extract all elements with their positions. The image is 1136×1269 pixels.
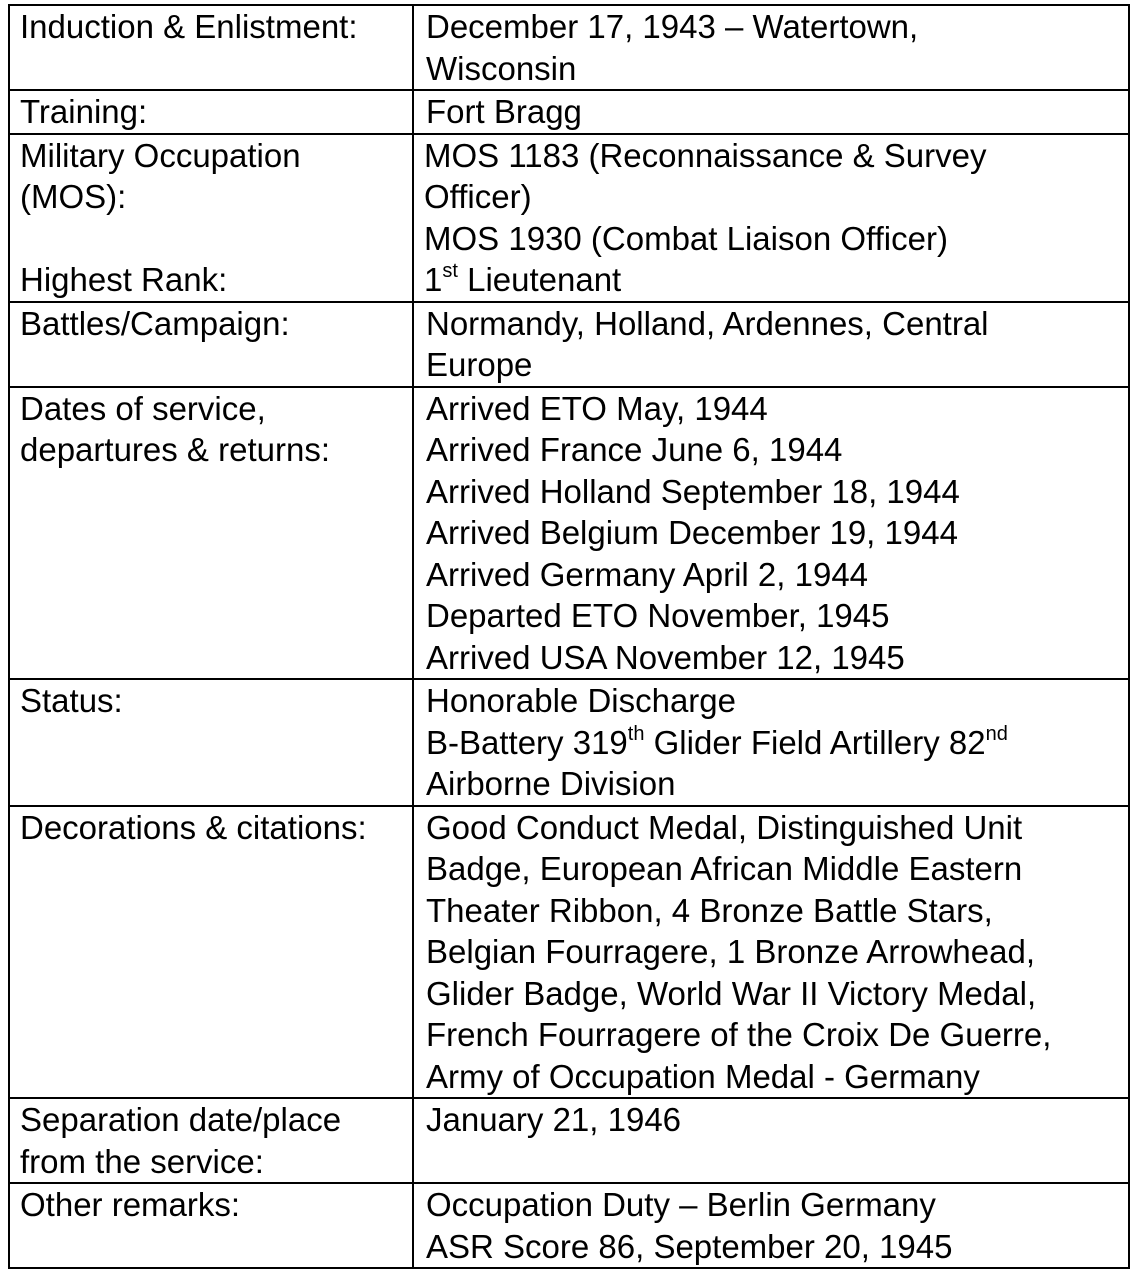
value-line: Arrived Germany April 2, 1944 (426, 555, 869, 593)
value-line: Army of Occupation Medal - Germany (426, 1057, 980, 1095)
value-line: Airborne Division (426, 765, 676, 802)
label-cell-status (9, 679, 413, 806)
label-cell-induction-enlistment (9, 5, 413, 90)
value-line: Arrived Belgium December 19, 1944 (426, 514, 958, 551)
value-line: Arrived USA November 12, 1945 (426, 638, 905, 676)
label-cell-military-occupation-rank (9, 134, 413, 302)
superscript-text: th (627, 722, 645, 745)
value-cell-induction-enlistment (413, 5, 1129, 90)
value-line: Arrived France June 6, 1944 (426, 431, 843, 468)
label-cell-dates-of-service (9, 387, 413, 680)
value-line: Normandy, Holland, Ardennes, Central (426, 304, 989, 342)
value-line: Glider Badge, World War II Victory Medal, (426, 974, 1037, 1012)
label-line: Separation date/place (20, 1101, 342, 1138)
label-line: Training: (20, 93, 148, 130)
label-cell-battles-campaign (9, 302, 413, 387)
value-line: Arrived Holland September 18, 1944 (426, 472, 960, 510)
label-cell-decorations-citations (9, 806, 413, 1099)
value-cell-decorations-citations (413, 806, 1129, 1099)
value-line: MOS 1183 (Reconnaissance & Survey (424, 136, 987, 174)
label-line: Battles/Campaign: (20, 304, 290, 342)
value-line: Fort Bragg (426, 93, 582, 130)
table-row-other-remarks (9, 1183, 1129, 1268)
value-line: Theater Ribbon, 4 Bronze Battle Stars, (426, 891, 993, 929)
label-line: Dates of service, (20, 389, 266, 427)
label-line: Highest Rank: (20, 261, 228, 298)
label-line: departures & returns: (20, 431, 330, 468)
table-row-status (9, 679, 1129, 806)
table-row-battles-campaign (9, 302, 1129, 387)
service-record-table (8, 4, 1130, 1269)
label-line (20, 218, 406, 260)
value-text: B-Battery 319 (426, 723, 628, 761)
superscript-text: st (442, 260, 458, 282)
value-line: Departed ETO November, 1945 (426, 597, 890, 634)
value-line: January 21, 1946 (426, 1101, 682, 1138)
value-line: Wisconsin (426, 49, 577, 87)
value-line: ASR Score 86, September 20, 1945 (426, 1227, 953, 1265)
value-cell-status (413, 679, 1129, 806)
value-line: Good Conduct Medal, Distinguished Unit (426, 808, 1023, 846)
value-line (426, 722, 1122, 764)
label-cell-training (9, 90, 413, 134)
label-line: from the service: (20, 1142, 264, 1180)
value-cell-military-occupation-rank (413, 134, 1129, 302)
value-cell-training (413, 90, 1129, 134)
label-line: Military Occupation (20, 136, 301, 174)
table-row-decorations-citations (9, 806, 1129, 1099)
value-line: MOS 1930 (Combat Liaison Officer) (424, 219, 948, 257)
value-text: Glider Field Artillery 82 (644, 723, 986, 761)
table-row-separation (9, 1098, 1129, 1183)
label-line: Status: (20, 682, 123, 719)
label-line: Decorations & citations: (20, 808, 367, 846)
value-text: 1 (424, 261, 443, 298)
label-cell-separation (9, 1098, 413, 1183)
value-line: Honorable Discharge (426, 682, 737, 719)
value-cell-other-remarks (413, 1183, 1129, 1268)
value-cell-separation (413, 1098, 1129, 1183)
value-line: Europe (426, 346, 533, 383)
value-line: Arrived ETO May, 1944 (426, 389, 768, 427)
label-line: (MOS): (20, 178, 127, 215)
label-line: Induction & Enlistment: (20, 8, 358, 45)
value-line: Occupation Duty – Berlin Germany (426, 1186, 936, 1223)
superscript-text: nd (985, 722, 1008, 745)
table-row-military-occupation-rank (9, 134, 1129, 302)
value-line: French Fourragere of the Croix De Guerre, (426, 1016, 1052, 1053)
label-cell-other-remarks (9, 1183, 413, 1268)
value-line: Belgian Fourragere, 1 Bronze Arrowhead, (426, 933, 1036, 970)
value-line: Officer) (424, 178, 532, 215)
value-cell-dates-of-service (413, 387, 1129, 680)
value-text: Lieutenant (457, 261, 622, 298)
value-line: December 17, 1943 – Watertown, (426, 8, 919, 45)
value-line: Badge, European African Middle Eastern (426, 850, 1023, 887)
value-line (424, 259, 1122, 301)
table-row-induction-enlistment (9, 5, 1129, 90)
table-row-training (9, 90, 1129, 134)
label-line: Other remarks: (20, 1186, 241, 1223)
value-cell-battles-campaign (413, 302, 1129, 387)
service-record-table-body (9, 5, 1129, 1268)
table-row-dates-of-service (9, 387, 1129, 680)
